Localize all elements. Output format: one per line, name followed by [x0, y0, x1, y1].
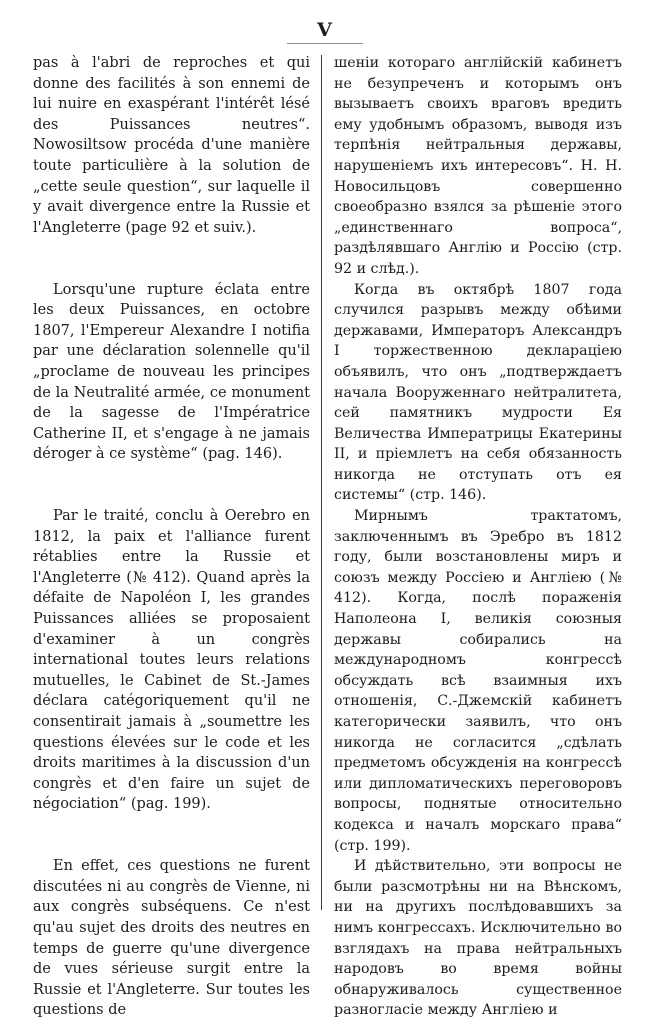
french-column-paragraph: Lorsqu'une rupture éclata entre les deux Puissances, en octobre 1807, l'Empereur Alexandre I notifia par une déclaration solennelle qu'il „proclame de nouveau les principes de la Neutralité armée, ce monument de la sagesse de l'Impératrice Catherine II, et s'engage à ne jamais déroger à ce système“ (pag. 146).	[33, 281, 310, 463]
french-column-paragraph: Par le traité, conclu à Oerebro en 1812, la paix et l'alliance furent rétablies entre la Russie et l'Angleterre (№ 412). Quand après la défaite de Napoléon I, les grandes Puissances alliées se proposaient d'examiner à un congrès international toutes leurs relations mutuelles, le Cabinet de St.-James déclara catégoriquement qu'il ne consentirait jamais à „soumettre les questions élevées sur le code et les droits maritimes à la discussion d'un congrès et d'en faire un sujet de négociation“ (pag. 199).	[33, 508, 310, 813]
text-row	[33, 53, 622, 280]
page-number: V	[317, 19, 333, 41]
text-row	[33, 506, 622, 856]
russian-column-paragraph: Мирнымъ трактатомъ, заключеннымъ въ Эребро въ 1812 году, были возстановлены миръ и союзъ между Россіею и Англіею (№ 412). Когда, послѣ пораженія Наполеона I, великія союзныя державы собирались на международномъ конгрессѣ обсуждать всѣ взаимныя ихъ отношенія, С.-Джемскій кабинетъ категорически заявилъ, что онъ никогда не согласится „сдѣлать предметомъ обсужденія на конгрессѣ или дипломатическихъ переговоровъ вопросы, поднятые относительно кодекса и началъ морскаго права“ (стр. 199).	[334, 508, 622, 854]
russian-column-paragraph: И дѣйствительно, эти вопросы не были разсмотрѣны ни на Вѣнскомъ, ни на другихъ послѣдовавшихъ за нимъ конгрессахъ. Исключительно во взглядахъ на права нейтральныхъ народовъ во время войны обнаруживалось существенное разногласіе между Англіею и	[334, 858, 622, 1019]
column-divider	[321, 55, 322, 910]
text-row	[33, 280, 622, 507]
text-block	[33, 53, 622, 1019]
russian-column-paragraph: шеніи котораго англійскій кабинетъ не безупреченъ и которымъ онъ вызываетъ своихъ враговъ вредить ему удобнымъ образомъ, выводя изъ терпѣнія нейтральныя державы, нарушеніемъ ихъ интересовъ“. Н. Н. Новосильцовъ совершенно своеобразно взялся за рѣшеніе этого „единственнаго вопроса“, раздѣлявшаго Англію и Россію (стр. 92 и слѣд.).	[334, 55, 622, 277]
text-row	[33, 856, 622, 1021]
page-number-rule	[287, 43, 363, 44]
russian-column-paragraph: Когда въ октябрѣ 1807 года случился разрывъ между обѣими державами, Императоръ Александръ I торжественною деклараціею объявилъ, что онъ „подтверждаетъ начала Вооруженнаго нейтралитета, сей памятникъ мудрости Ея Величества Императрицы Екатерины II, и пріемлетъ на себя обязанность никогда не отступать отъ ея системы“ (стр. 146).	[334, 281, 622, 504]
page-header	[0, 0, 650, 44]
french-column-paragraph: En effet, ces questions ne furent discutées ni au congrès de Vienne, ni aux congrès subséquens. Ce n'est qu'au sujet des droits des neutres en temps de guerre qu'une divergence de vues sérieuse surgit entre la Russie et l'Angleterre. Sur toutes les questions de	[33, 858, 310, 1019]
french-column-paragraph: pas à l'abri de reproches et qui donne des facilités à son ennemi de lui nuire en exaspérant l'intérêt lésé des Puissances neutres“. Nowosiltsow procéda d'une manière toute particulière à la solution de „cette seule question“, sur laquelle il y avait divergence entre la Russie et l'Angleterre (page 92 et suiv.).	[33, 55, 310, 236]
